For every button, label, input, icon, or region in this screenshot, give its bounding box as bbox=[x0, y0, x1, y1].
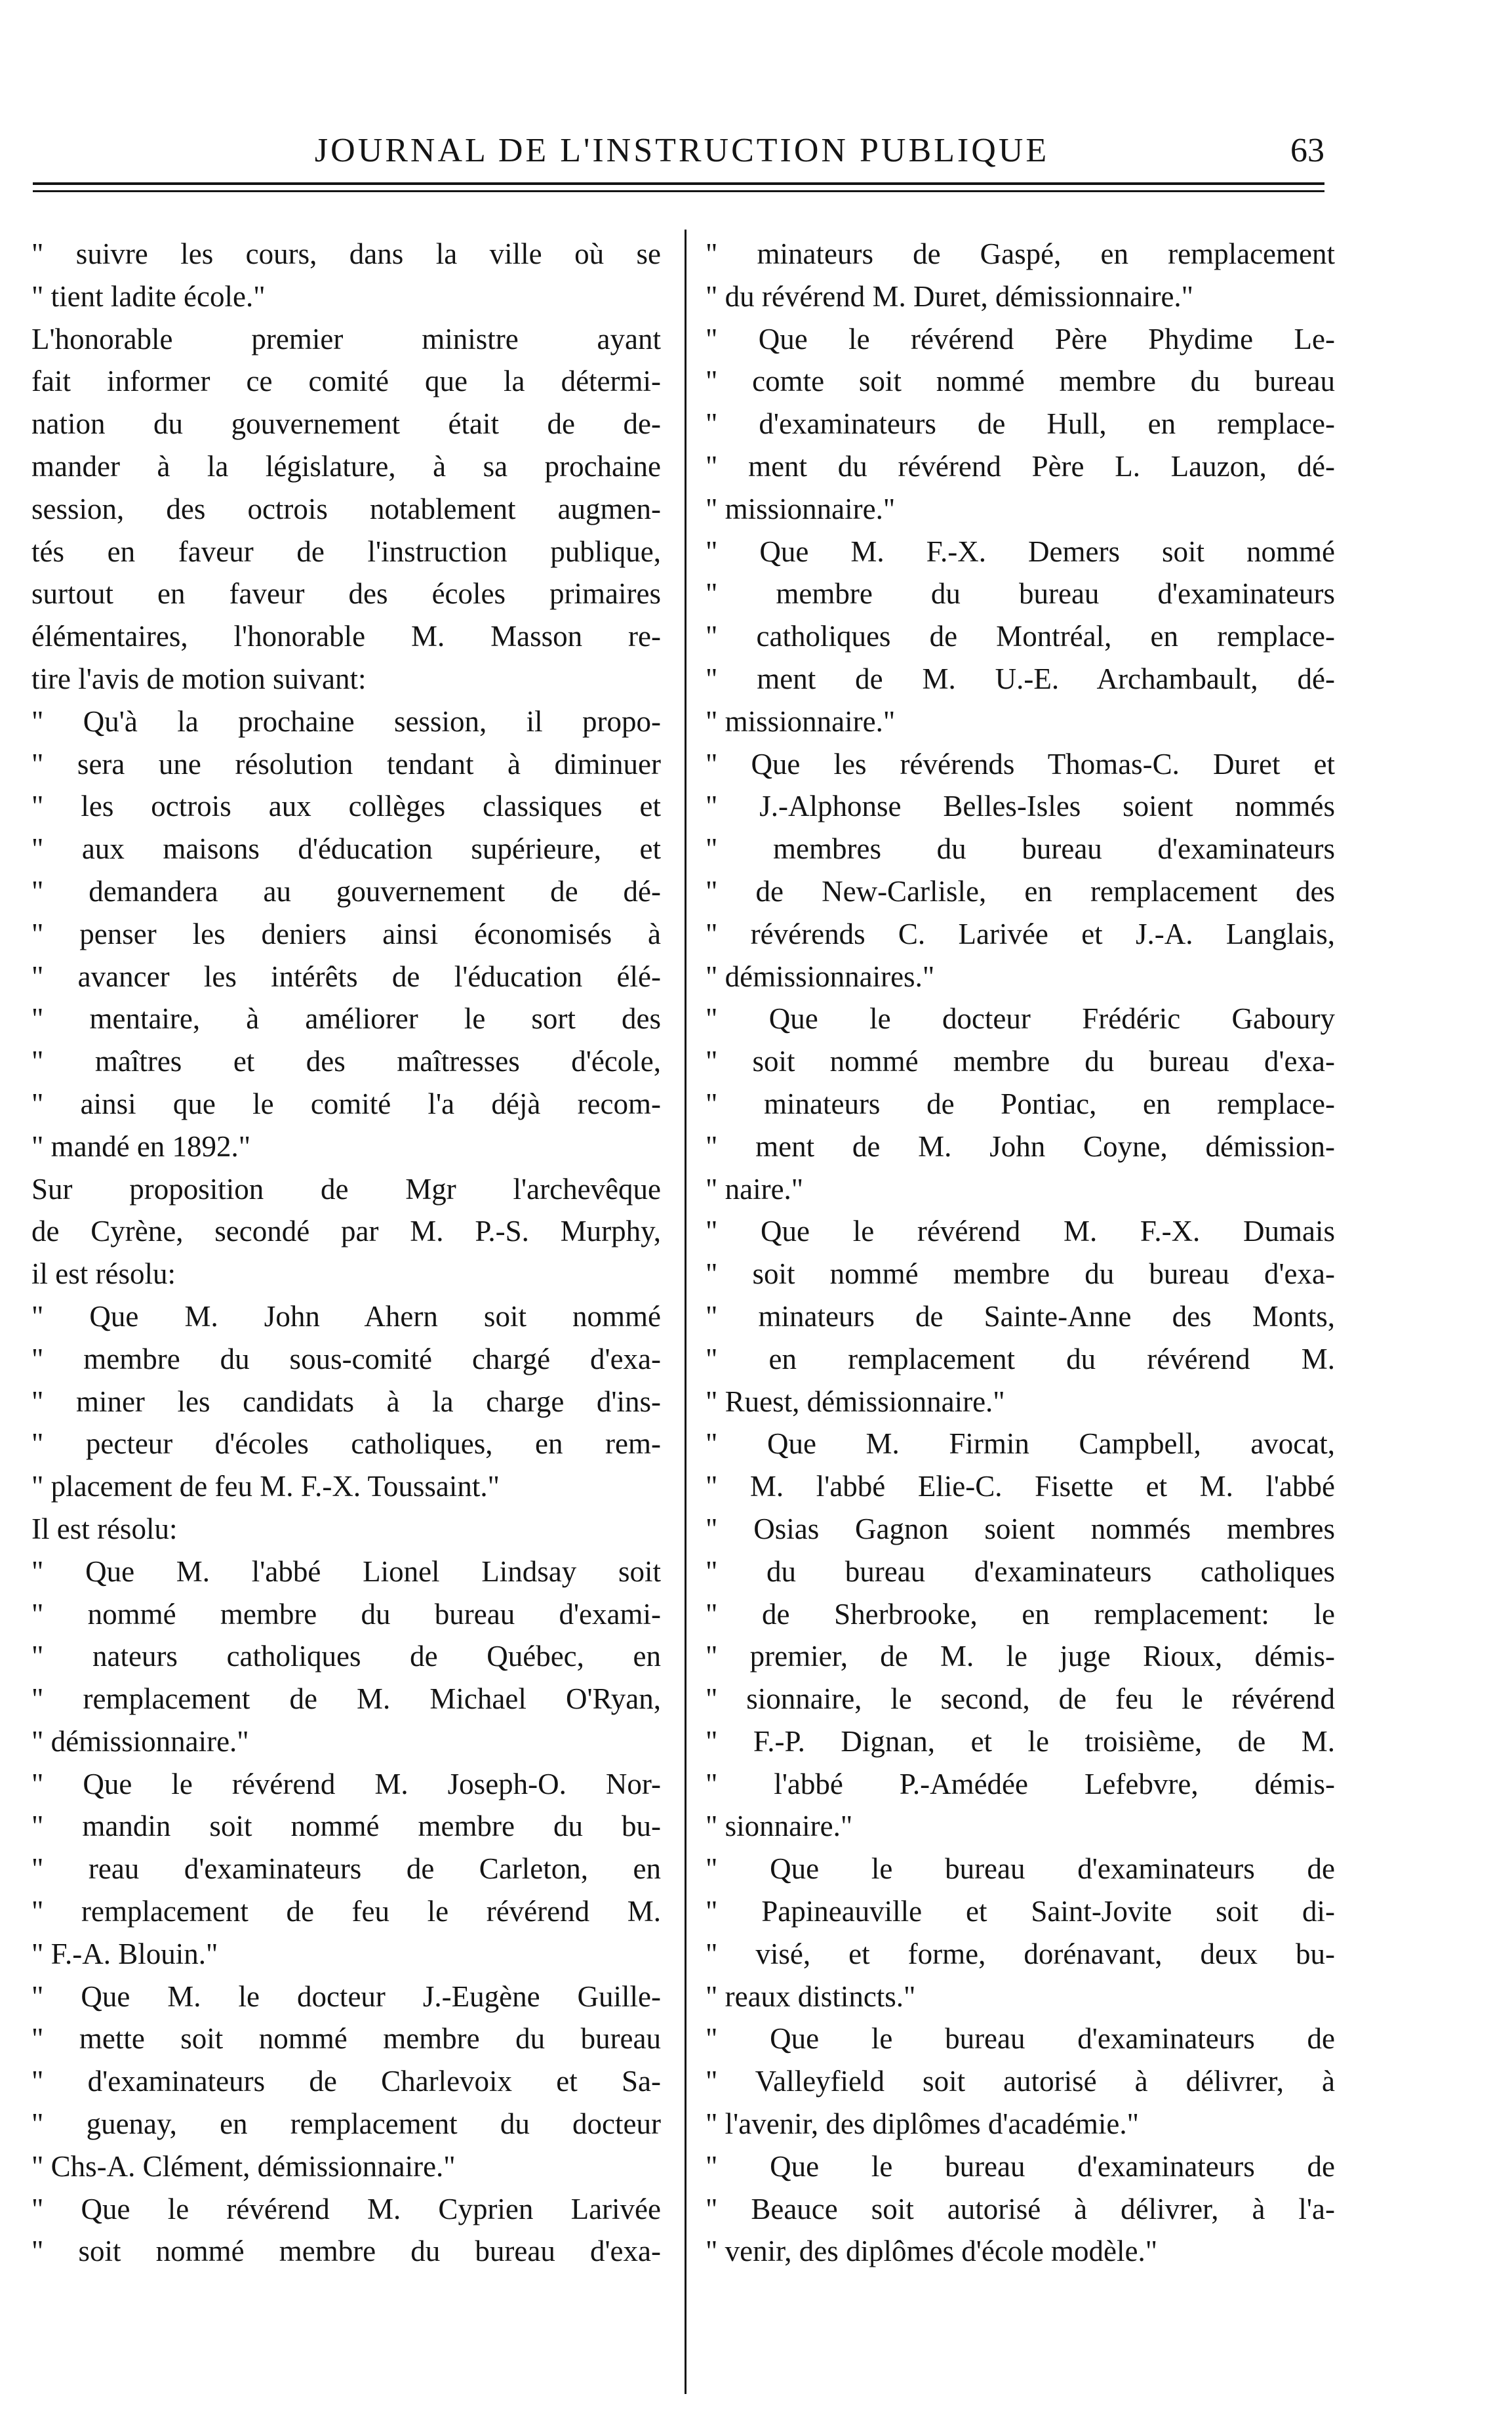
header-rule-bottom bbox=[33, 190, 1324, 192]
text-line: " nateurs catholiques de Québec, en bbox=[31, 1640, 661, 1673]
text-line: L'honorable premier ministre ayant bbox=[31, 322, 661, 355]
text-line: " nommé membre du bureau d'exami- bbox=[31, 1597, 661, 1631]
text-line: " sionnaire, le second, de feu le révérend bbox=[706, 1682, 1335, 1716]
text-line: " ainsi que le comité l'a déjà recom- bbox=[31, 1087, 661, 1120]
text-line: " Valleyfield soit autorisé à délivrer, à bbox=[706, 2065, 1335, 2098]
text-line: " Que le bureau d'examinateurs de bbox=[706, 2022, 1335, 2056]
text-line: " mandé en 1892." bbox=[31, 1129, 251, 1163]
text-line: de Cyrène, secondé par M. P.-S. Murphy, bbox=[31, 1215, 661, 1248]
text-line: " visé, et forme, dorénavant, deux bu- bbox=[706, 1937, 1335, 1970]
text-line: " missionnaire." bbox=[706, 704, 896, 738]
text-line: Sur proposition de Mgr l'archevêque bbox=[31, 1172, 661, 1206]
text-line: " Qu'à la prochaine session, il propo- bbox=[31, 704, 661, 738]
text-line: " Beauce soit autorisé à délivrer, à l'a- bbox=[706, 2192, 1335, 2225]
text-line: session, des octrois notablement augmen- bbox=[31, 492, 661, 525]
text-line: " mandin soit nommé membre du bu- bbox=[31, 1810, 661, 1843]
page-number: 63 bbox=[1290, 132, 1324, 169]
text-line: " Que M. le docteur J.-Eugène Guille- bbox=[31, 1979, 661, 2013]
text-line: " missionnaire." bbox=[706, 492, 896, 525]
text-line: " Que les révérends Thomas-C. Duret et bbox=[706, 747, 1335, 781]
text-line: " catholiques de Montréal, en remplace- bbox=[706, 620, 1335, 653]
text-line: " du bureau d'examinateurs catholiques bbox=[706, 1554, 1335, 1588]
text-line: " Ruest, démissionnaire." bbox=[706, 1385, 1005, 1418]
text-line: " pecteur d'écoles catholiques, en rem- bbox=[31, 1427, 661, 1461]
text-line: " révérends C. Larivée et J.-A. Langlais, bbox=[706, 917, 1335, 950]
text-line: " reau d'examinateurs de Carleton, en bbox=[31, 1852, 661, 1886]
text-line: " Que M. F.-X. Demers soit nommé bbox=[706, 535, 1335, 568]
text-line: tire l'avis de motion suivant: bbox=[31, 662, 367, 695]
text-line: " l'avenir, des diplômes d'académie." bbox=[706, 2107, 1139, 2141]
text-line: " Que le docteur Frédéric Gaboury bbox=[706, 1002, 1335, 1036]
text-line: " d'examinateurs de Hull, en remplace- bbox=[706, 407, 1335, 441]
left-column bbox=[31, 233, 661, 2378]
text-line: " les octrois aux collèges classiques et bbox=[31, 790, 661, 823]
text-line: " Que le révérend M. Cyprien Larivée bbox=[31, 2192, 661, 2225]
text-line: tés en faveur de l'instruction publique, bbox=[31, 535, 661, 568]
text-line: " mette soit nommé membre du bureau bbox=[31, 2022, 661, 2056]
text-line: " M. l'abbé Elie-C. Fisette et M. l'abbé bbox=[706, 1470, 1335, 1503]
text-line: surtout en faveur des écoles primaires bbox=[31, 577, 661, 611]
text-line: " sionnaire." bbox=[706, 1810, 853, 1843]
text-line: " reaux distincts." bbox=[706, 1979, 916, 2013]
column-divider bbox=[685, 230, 686, 2394]
text-line: " F.-P. Dignan, et le troisième, de M. bbox=[706, 1724, 1335, 1758]
text-line: " soit nommé membre du bureau d'exa- bbox=[706, 1257, 1335, 1291]
text-line: " penser les deniers ainsi économisés à bbox=[31, 917, 661, 950]
text-line: " Que M. l'abbé Lionel Lindsay soit bbox=[31, 1554, 661, 1588]
text-line: " Chs-A. Clément, démissionnaire." bbox=[31, 2149, 456, 2183]
text-line: " démissionnaires." bbox=[706, 960, 935, 993]
text-line: " démissionnaire." bbox=[31, 1724, 249, 1758]
text-line: " premier, de M. le juge Rioux, démis- bbox=[706, 1640, 1335, 1673]
text-line: " J.-Alphonse Belles-Isles soient nommés bbox=[706, 790, 1335, 823]
text-line: " sera une résolution tendant à diminuer bbox=[31, 747, 661, 781]
text-line: élémentaires, l'honorable M. Masson re- bbox=[31, 620, 661, 653]
text-line: " l'abbé P.-Amédée Lefebvre, démis- bbox=[706, 1767, 1335, 1800]
text-line: " naire." bbox=[706, 1172, 804, 1206]
text-line: " en remplacement du révérend M. bbox=[706, 1342, 1335, 1375]
text-line: " Que le révérend Père Phydime Le- bbox=[706, 322, 1335, 355]
text-line: " miner les candidats à la charge d'ins- bbox=[31, 1385, 661, 1418]
text-line: " Que le révérend M. F.-X. Dumais bbox=[706, 1215, 1335, 1248]
text-line: " maîtres et des maîtresses d'école, bbox=[31, 1045, 661, 1078]
text-line: " Que le révérend M. Joseph-O. Nor- bbox=[31, 1767, 661, 1800]
text-line: " suivre les cours, dans la ville où se bbox=[31, 237, 661, 270]
text-line: " soit nommé membre du bureau d'exa- bbox=[31, 2235, 661, 2268]
text-line: " F.-A. Blouin." bbox=[31, 1937, 218, 1970]
text-line: " demandera au gouvernement de dé- bbox=[31, 874, 661, 908]
text-line: " avancer les intérêts de l'éducation élé- bbox=[31, 960, 661, 993]
text-line: " de Sherbrooke, en remplacement: le bbox=[706, 1597, 1335, 1631]
text-line: " venir, des diplômes d'école modèle." bbox=[706, 2235, 1158, 2268]
text-line: " d'examinateurs de Charlevoix et Sa- bbox=[31, 2065, 661, 2098]
text-line: " Papineauville et Saint-Jovite soit di- bbox=[706, 1895, 1335, 1928]
text-line: " Que M. Firmin Campbell, avocat, bbox=[706, 1427, 1335, 1461]
text-line: " remplacement de feu le révérend M. bbox=[31, 1895, 661, 1928]
text-line: " minateurs de Gaspé, en remplacement bbox=[706, 237, 1335, 270]
text-line: " placement de feu M. F.-X. Toussaint." bbox=[31, 1470, 500, 1503]
text-line: " de New-Carlisle, en remplacement des bbox=[706, 874, 1335, 908]
running-head bbox=[39, 125, 1324, 177]
text-line: " tient ladite école." bbox=[31, 279, 266, 313]
text-line: " aux maisons d'éducation supérieure, et bbox=[31, 832, 661, 866]
text-line: nation du gouvernement était de de- bbox=[31, 407, 661, 441]
text-line: " soit nommé membre du bureau d'exa- bbox=[706, 1045, 1335, 1078]
header-rule-top bbox=[33, 182, 1324, 185]
text-line: " minateurs de Pontiac, en remplace- bbox=[706, 1087, 1335, 1120]
text-line: " minateurs de Sainte-Anne des Monts, bbox=[706, 1299, 1335, 1333]
text-line: " Que le bureau d'examinateurs de bbox=[706, 2149, 1335, 2183]
text-line: " membre du bureau d'examinateurs bbox=[706, 577, 1335, 611]
text-line: " membres du bureau d'examinateurs bbox=[706, 832, 1335, 866]
text-line: " mentaire, à améliorer le sort des bbox=[31, 1002, 661, 1036]
text-line: " ment du révérend Père L. Lauzon, dé- bbox=[706, 449, 1335, 483]
text-line: " Que le bureau d'examinateurs de bbox=[706, 1852, 1335, 1886]
text-line: il est résolu: bbox=[31, 1257, 176, 1291]
right-column bbox=[706, 233, 1335, 2378]
text-line: " remplacement de M. Michael O'Ryan, bbox=[31, 1682, 661, 1716]
text-line: mander à la législature, à sa prochaine bbox=[31, 449, 661, 483]
text-line: " Osias Gagnon soient nommés membres bbox=[706, 1512, 1335, 1545]
text-line: " ment de M. John Coyne, démission- bbox=[706, 1129, 1335, 1163]
text-line: Il est résolu: bbox=[31, 1512, 178, 1545]
journal-title: JOURNAL DE L'INSTRUCTION PUBLIQUE bbox=[314, 132, 1050, 169]
text-line: " guenay, en remplacement du docteur bbox=[31, 2107, 661, 2141]
text-line: " du révérend M. Duret, démissionnaire." bbox=[706, 279, 1194, 313]
text-line: " membre du sous-comité chargé d'exa- bbox=[31, 1342, 661, 1375]
text-line: " comte soit nommé membre du bureau bbox=[706, 365, 1335, 398]
text-line: fait informer ce comité que la détermi- bbox=[31, 365, 661, 398]
text-line: " ment de M. U.-E. Archambault, dé- bbox=[706, 662, 1335, 695]
text-line: " Que M. John Ahern soit nommé bbox=[31, 1299, 661, 1333]
